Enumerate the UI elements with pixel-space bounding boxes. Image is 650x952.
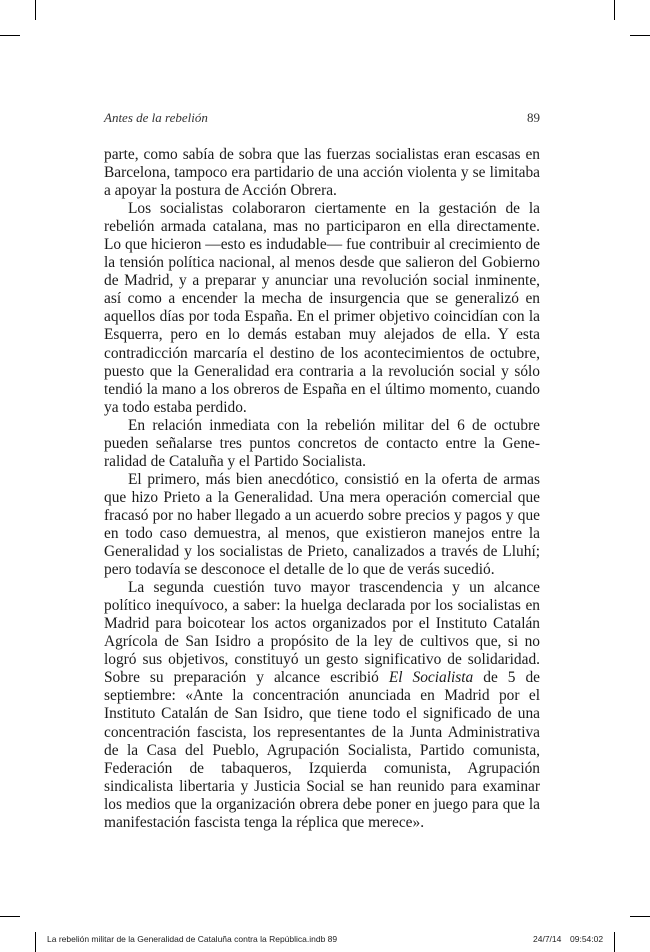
paragraph-4: El primero, más bien anecdótico, consistió en la oferta de armas que hizo Prieto a la Generalidad. Una mera operación comercial que fracasó por no haber llegado a un acuerdo sobre precios y pagos y que en todo caso demuestra, al menos, que existieron manejos entre la Generalidad y los socialistas de Prieto, canalizados a través de Lluhí; pero todavía se desconoce el detalle de lo que de verás sucedió. bbox=[104, 470, 540, 579]
crop-mark-bottom-left-vertical bbox=[35, 932, 36, 952]
crop-mark-top-left-vertical bbox=[35, 0, 36, 20]
crop-mark-bottom-right-horizontal bbox=[630, 916, 650, 917]
paragraph-1: parte, como sabía de sobra que las fuerzas socialistas eran escasas en Barcelona, tampoco era partidario de una acción violenta y se limitaba a apoyar la postura de Acción Obrera. bbox=[104, 146, 540, 200]
crop-mark-bottom-left-horizontal bbox=[0, 916, 20, 917]
running-header-title: Antes de la rebelión bbox=[104, 110, 208, 125]
crop-mark-top-left-horizontal bbox=[0, 35, 20, 36]
crop-mark-top-right-horizontal bbox=[630, 35, 650, 36]
paragraph-5-text-before: La segunda cuestión tuvo mayor trascendencia y un alcance político inequívoco, a saber: la huelga declarada por los socialistas en Madrid para boicotear los actos organizados por el Instituto Catalán Agrícola de San Isidro a propósito de la ley de cultivos que, si no logró sus objetivos, constituyó un gesto significativo de solidaridad. Sobre su preparación y alcance escribió bbox=[104, 579, 540, 687]
paragraph-3: En relación inmediata con la rebelión militar del 6 de octubre pueden señalarse tres puntos concretos de contacto entre la Generalidad de Cataluña y el Partido Socialista. bbox=[104, 416, 540, 470]
body-text bbox=[104, 146, 540, 832]
crop-mark-bottom-right-vertical bbox=[614, 932, 615, 952]
newspaper-title: El Socialista bbox=[388, 669, 474, 687]
paragraph-5 bbox=[104, 579, 540, 832]
crop-mark-top-right-vertical bbox=[614, 0, 615, 20]
footer-filename: La rebelión militar de la Generalidad de Cataluña contra la República.indb 89 bbox=[47, 934, 338, 944]
paragraph-2: Los socialistas colaboraron ciertamente en la gestación de la rebelión armada catalana, mas no participaron en ella directamente. Lo que hicieron —esto es indudable— fue contribuir al crecimiento de la tensión política nacional, al menos desde que salieron del Gobierno de Madrid, y a preparar y anunciar una revolución social inminente, así como a encender la mecha de insurgencia que se generalizó en aquellos días por toda España. En el primer objetivo coincidían con la Esquerra, pero en lo demás estaban muy alejados de ella. Y esta contradicción marcaría el destino de los acontecimientos de octubre, puesto que la Generalidad era contraria a la revolución social y sólo tendió la mano a los obreros de España en el último momento, cuando ya todo estaba perdido. bbox=[104, 200, 540, 416]
paragraph-5-text-after: de 5 de septiembre: «Ante la concentración anunciada en Madrid por el Instituto Catalán de San Isidro, que tiene todo el significado de una concentración fascista, los representantes de la Junta Administrativa de la Casa del Pueblo, Agrupación Socialista, Partido comunista, Federación de tabaqueros, Izquierda comunista, Agrupación sindicalista libertaria y Justicia Social se han reunido para examinar los medios que la organización obrera debe poner en juego para que la manifestación fascista tenga la réplica que merece». bbox=[104, 669, 541, 831]
footer-date: 24/7/14 bbox=[533, 934, 562, 944]
page-number: 89 bbox=[527, 110, 540, 125]
footer-time: 09:54:02 bbox=[570, 934, 604, 944]
